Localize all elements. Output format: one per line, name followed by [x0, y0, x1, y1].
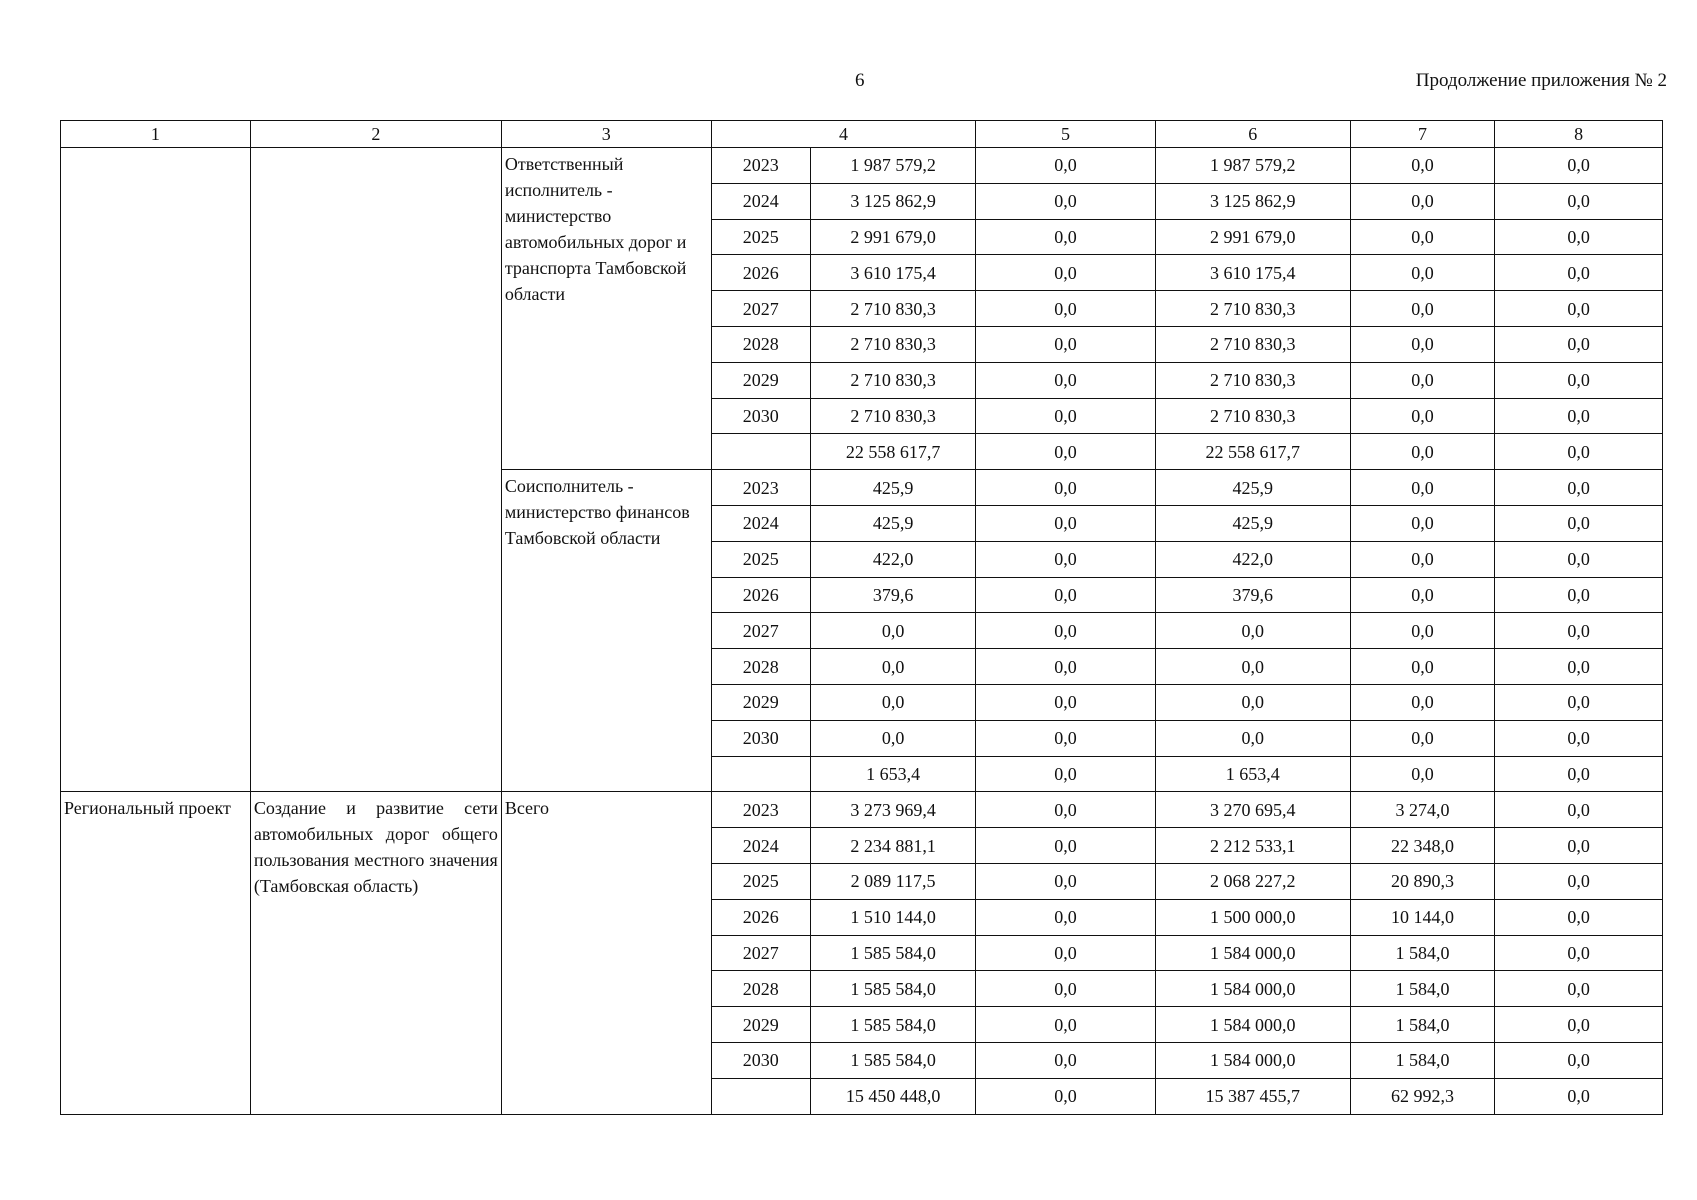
year-cell: 2024	[711, 183, 810, 219]
year-cell: 2029	[711, 684, 810, 720]
total-amount-cell: 3 125 862,9	[810, 183, 976, 219]
year-cell: 2023	[711, 148, 810, 184]
total-amount-cell: 2 089 117,5	[810, 863, 976, 899]
total-amount-cell: 0,0	[810, 720, 976, 756]
other-sources-cell: 0,0	[1495, 720, 1663, 756]
other-sources-cell: 0,0	[1495, 398, 1663, 434]
total-amount-cell: 1 585 584,0	[810, 971, 976, 1007]
other-sources-cell: 0,0	[1495, 362, 1663, 398]
total-amount-cell: 1 510 144,0	[810, 899, 976, 935]
federal-budget-cell: 0,0	[976, 434, 1155, 470]
other-sources-cell: 0,0	[1495, 649, 1663, 685]
other-sources-cell: 0,0	[1495, 291, 1663, 327]
local-budget-cell: 0,0	[1350, 505, 1494, 541]
year-cell: 2030	[711, 1042, 810, 1078]
federal-budget-cell: 0,0	[976, 398, 1155, 434]
year-cell: 2028	[711, 971, 810, 1007]
total-amount-cell: 15 450 448,0	[810, 1078, 976, 1114]
federal-budget-cell: 0,0	[976, 1007, 1155, 1043]
regional-budget-cell: 1 584 000,0	[1155, 971, 1350, 1007]
year-cell: 2027	[711, 935, 810, 971]
local-budget-cell: 0,0	[1350, 362, 1494, 398]
local-budget-cell: 0,0	[1350, 434, 1494, 470]
column-number-8: 8	[1495, 121, 1663, 148]
other-sources-cell: 0,0	[1495, 541, 1663, 577]
regional-budget-cell: 1 987 579,2	[1155, 148, 1350, 184]
financing-table	[60, 120, 1663, 1115]
local-budget-cell: 1 584,0	[1350, 935, 1494, 971]
total-amount-cell: 22 558 617,7	[810, 434, 976, 470]
regional-budget-cell: 1 584 000,0	[1155, 1042, 1350, 1078]
other-sources-cell: 0,0	[1495, 935, 1663, 971]
column-number-2: 2	[250, 121, 501, 148]
total-amount-cell: 0,0	[810, 684, 976, 720]
local-budget-cell: 0,0	[1350, 541, 1494, 577]
regional-budget-cell: 22 558 617,7	[1155, 434, 1350, 470]
federal-budget-cell: 0,0	[976, 720, 1155, 756]
total-amount-cell: 422,0	[810, 541, 976, 577]
total-amount-cell: 3 610 175,4	[810, 255, 976, 291]
total-amount-cell: 379,6	[810, 577, 976, 613]
local-budget-cell: 0,0	[1350, 756, 1494, 792]
federal-budget-cell: 0,0	[976, 863, 1155, 899]
local-budget-cell: 0,0	[1350, 148, 1494, 184]
local-budget-cell: 0,0	[1350, 183, 1494, 219]
other-sources-cell: 0,0	[1495, 863, 1663, 899]
year-cell: 2026	[711, 255, 810, 291]
other-sources-cell: 0,0	[1495, 756, 1663, 792]
year-cell: 2025	[711, 863, 810, 899]
year-cell: 2026	[711, 577, 810, 613]
local-budget-cell: 22 348,0	[1350, 828, 1494, 864]
executor-label: Соисполнитель - министерство финансов Тамбовской области	[501, 470, 711, 792]
executor-label: Ответственный исполнитель - министерство автомобильных дорог и транспорта Тамбовской области	[501, 148, 711, 470]
regional-budget-cell: 2 212 533,1	[1155, 828, 1350, 864]
year-cell: 2024	[711, 828, 810, 864]
local-budget-cell: 0,0	[1350, 470, 1494, 506]
other-sources-cell: 0,0	[1495, 1042, 1663, 1078]
federal-budget-cell: 0,0	[976, 183, 1155, 219]
federal-budget-cell: 0,0	[976, 971, 1155, 1007]
regional-budget-cell: 2 068 227,2	[1155, 863, 1350, 899]
regional-budget-cell: 0,0	[1155, 649, 1350, 685]
federal-budget-cell: 0,0	[976, 899, 1155, 935]
regional-budget-cell: 1 584 000,0	[1155, 935, 1350, 971]
total-amount-cell: 425,9	[810, 470, 976, 506]
executor-label: Всего	[501, 792, 711, 1114]
year-cell: 2029	[711, 1007, 810, 1043]
total-amount-cell: 1 585 584,0	[810, 1042, 976, 1078]
local-budget-cell: 0,0	[1350, 291, 1494, 327]
regional-budget-cell: 425,9	[1155, 470, 1350, 506]
total-amount-cell: 2 234 881,1	[810, 828, 976, 864]
federal-budget-cell: 0,0	[976, 649, 1155, 685]
regional-budget-cell: 379,6	[1155, 577, 1350, 613]
program-element-type	[61, 148, 251, 792]
program-element-name	[250, 148, 501, 792]
total-amount-cell: 425,9	[810, 505, 976, 541]
year-cell: 2025	[711, 219, 810, 255]
year-cell: 2030	[711, 720, 810, 756]
year-cell	[711, 1078, 810, 1114]
local-budget-cell: 1 584,0	[1350, 1007, 1494, 1043]
total-amount-cell: 1 653,4	[810, 756, 976, 792]
table-row-year	[61, 792, 1663, 828]
regional-budget-cell: 3 270 695,4	[1155, 792, 1350, 828]
other-sources-cell: 0,0	[1495, 148, 1663, 184]
column-number-1: 1	[61, 121, 251, 148]
total-amount-cell: 2 710 830,3	[810, 398, 976, 434]
other-sources-cell: 0,0	[1495, 577, 1663, 613]
local-budget-cell: 62 992,3	[1350, 1078, 1494, 1114]
federal-budget-cell: 0,0	[976, 148, 1155, 184]
federal-budget-cell: 0,0	[976, 1078, 1155, 1114]
federal-budget-cell: 0,0	[976, 792, 1155, 828]
total-amount-cell: 0,0	[810, 613, 976, 649]
local-budget-cell: 1 584,0	[1350, 971, 1494, 1007]
year-cell: 2025	[711, 541, 810, 577]
local-budget-cell: 20 890,3	[1350, 863, 1494, 899]
regional-budget-cell: 2 710 830,3	[1155, 398, 1350, 434]
total-amount-cell: 1 585 584,0	[810, 935, 976, 971]
year-cell: 2028	[711, 649, 810, 685]
regional-budget-cell: 3 610 175,4	[1155, 255, 1350, 291]
local-budget-cell: 0,0	[1350, 255, 1494, 291]
other-sources-cell: 0,0	[1495, 255, 1663, 291]
appendix-continuation-label: Продолжение приложения № 2	[1415, 70, 1667, 91]
year-cell: 2023	[711, 470, 810, 506]
total-amount-cell: 3 273 969,4	[810, 792, 976, 828]
year-cell	[711, 756, 810, 792]
other-sources-cell: 0,0	[1495, 183, 1663, 219]
regional-budget-cell: 1 653,4	[1155, 756, 1350, 792]
year-cell: 2027	[711, 291, 810, 327]
other-sources-cell: 0,0	[1495, 470, 1663, 506]
federal-budget-cell: 0,0	[976, 935, 1155, 971]
local-budget-cell: 0,0	[1350, 613, 1494, 649]
federal-budget-cell: 0,0	[976, 828, 1155, 864]
total-amount-cell: 1 585 584,0	[810, 1007, 976, 1043]
column-number-7: 7	[1350, 121, 1494, 148]
federal-budget-cell: 0,0	[976, 684, 1155, 720]
local-budget-cell: 0,0	[1350, 649, 1494, 685]
table-row-year	[61, 148, 1663, 184]
total-amount-cell: 2 991 679,0	[810, 219, 976, 255]
local-budget-cell: 0,0	[1350, 398, 1494, 434]
regional-budget-cell: 2 710 830,3	[1155, 291, 1350, 327]
year-cell: 2027	[711, 613, 810, 649]
local-budget-cell: 0,0	[1350, 577, 1494, 613]
regional-budget-cell: 2 991 679,0	[1155, 219, 1350, 255]
column-number-row	[61, 121, 1663, 148]
regional-budget-cell: 2 710 830,3	[1155, 362, 1350, 398]
federal-budget-cell: 0,0	[976, 255, 1155, 291]
year-cell: 2024	[711, 505, 810, 541]
year-cell: 2030	[711, 398, 810, 434]
regional-budget-cell: 0,0	[1155, 684, 1350, 720]
local-budget-cell: 10 144,0	[1350, 899, 1494, 935]
local-budget-cell: 0,0	[1350, 326, 1494, 362]
local-budget-cell: 1 584,0	[1350, 1042, 1494, 1078]
total-amount-cell: 1 987 579,2	[810, 148, 976, 184]
regional-budget-cell: 0,0	[1155, 720, 1350, 756]
federal-budget-cell: 0,0	[976, 1042, 1155, 1078]
federal-budget-cell: 0,0	[976, 577, 1155, 613]
local-budget-cell: 0,0	[1350, 219, 1494, 255]
regional-budget-cell: 1 500 000,0	[1155, 899, 1350, 935]
local-budget-cell: 3 274,0	[1350, 792, 1494, 828]
regional-budget-cell: 0,0	[1155, 613, 1350, 649]
total-amount-cell: 0,0	[810, 649, 976, 685]
year-cell: 2023	[711, 792, 810, 828]
other-sources-cell: 0,0	[1495, 613, 1663, 649]
column-number-5: 5	[976, 121, 1155, 148]
other-sources-cell: 0,0	[1495, 899, 1663, 935]
regional-budget-cell: 2 710 830,3	[1155, 326, 1350, 362]
other-sources-cell: 0,0	[1495, 326, 1663, 362]
other-sources-cell: 0,0	[1495, 684, 1663, 720]
table-body	[61, 121, 1663, 1115]
local-budget-cell: 0,0	[1350, 720, 1494, 756]
other-sources-cell: 0,0	[1495, 219, 1663, 255]
federal-budget-cell: 0,0	[976, 362, 1155, 398]
program-element-type: Региональный проект	[61, 792, 251, 1114]
year-cell: 2026	[711, 899, 810, 935]
column-number-3: 3	[501, 121, 711, 148]
other-sources-cell: 0,0	[1495, 792, 1663, 828]
other-sources-cell: 0,0	[1495, 828, 1663, 864]
federal-budget-cell: 0,0	[976, 756, 1155, 792]
program-element-name: Создание и развитие сети автомобильных дорог общего пользования местного значения (Тамбовская область)	[250, 792, 501, 1114]
regional-budget-cell: 422,0	[1155, 541, 1350, 577]
local-budget-cell: 0,0	[1350, 684, 1494, 720]
other-sources-cell: 0,0	[1495, 1078, 1663, 1114]
total-amount-cell: 2 710 830,3	[810, 326, 976, 362]
federal-budget-cell: 0,0	[976, 219, 1155, 255]
total-amount-cell: 2 710 830,3	[810, 362, 976, 398]
federal-budget-cell: 0,0	[976, 541, 1155, 577]
federal-budget-cell: 0,0	[976, 505, 1155, 541]
other-sources-cell: 0,0	[1495, 505, 1663, 541]
federal-budget-cell: 0,0	[976, 613, 1155, 649]
other-sources-cell: 0,0	[1495, 434, 1663, 470]
regional-budget-cell: 15 387 455,7	[1155, 1078, 1350, 1114]
column-number-4: 4	[711, 121, 976, 148]
regional-budget-cell: 3 125 862,9	[1155, 183, 1350, 219]
regional-budget-cell: 425,9	[1155, 505, 1350, 541]
year-cell: 2028	[711, 326, 810, 362]
total-amount-cell: 2 710 830,3	[810, 291, 976, 327]
other-sources-cell: 0,0	[1495, 971, 1663, 1007]
federal-budget-cell: 0,0	[976, 470, 1155, 506]
other-sources-cell: 0,0	[1495, 1007, 1663, 1043]
federal-budget-cell: 0,0	[976, 291, 1155, 327]
regional-budget-cell: 1 584 000,0	[1155, 1007, 1350, 1043]
page-number: 6	[855, 70, 865, 91]
column-number-6: 6	[1155, 121, 1350, 148]
year-cell: 2029	[711, 362, 810, 398]
year-cell	[711, 434, 810, 470]
federal-budget-cell: 0,0	[976, 326, 1155, 362]
